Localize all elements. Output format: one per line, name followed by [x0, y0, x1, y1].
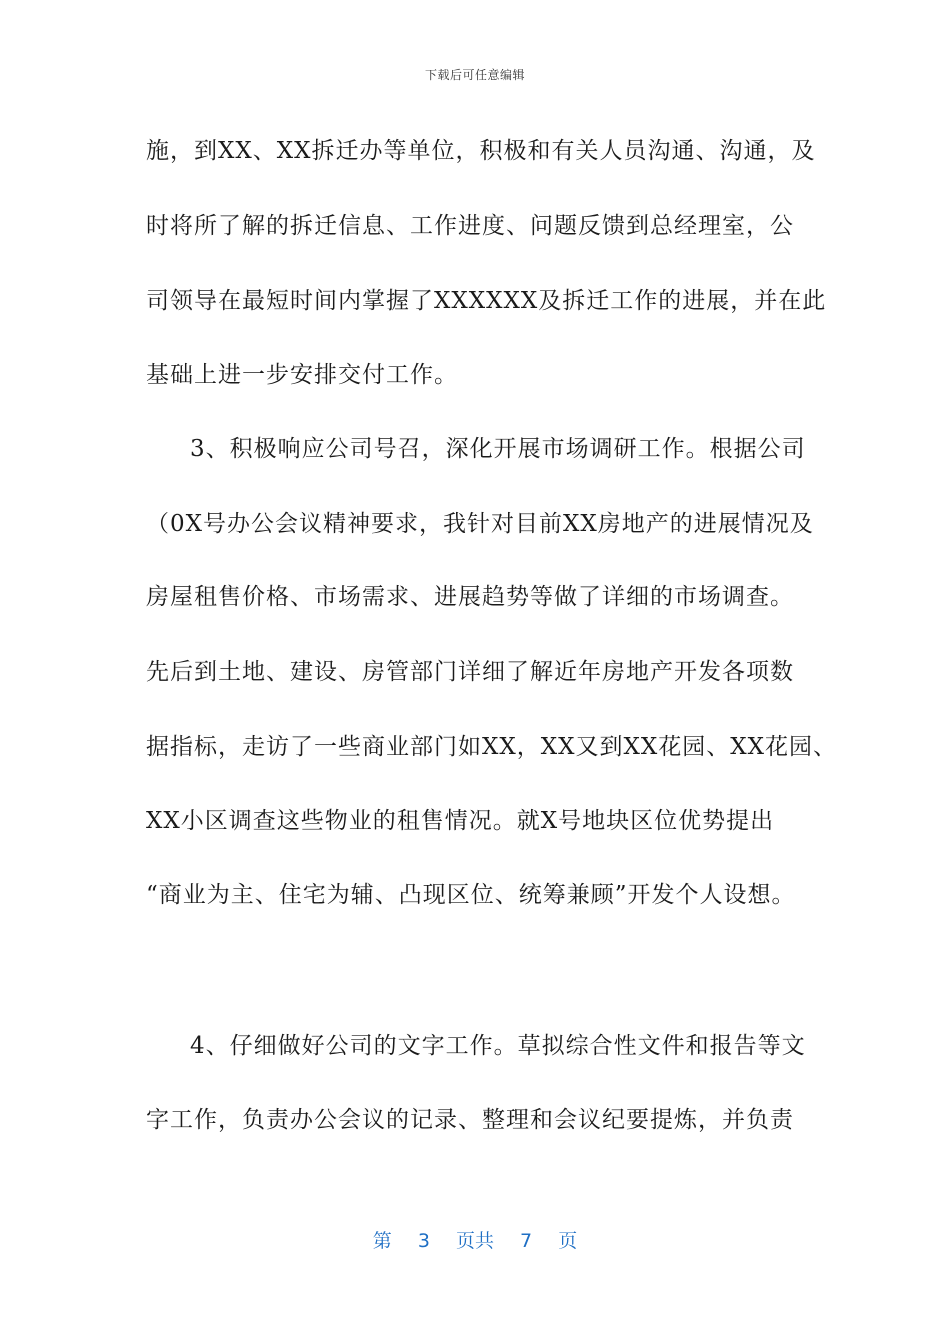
text-line: 基础上进一步安排交付工作。: [146, 362, 458, 388]
current-page-number: 3: [417, 1230, 430, 1252]
text-line: 先后到土地、建设、房管部门详细了解近年房地产开发各项数: [146, 659, 794, 685]
text-line: 字工作，负责办公会议的记录、整理和会议纪要提炼，并负责: [146, 1107, 794, 1133]
text-line: XX小区调查这些物业的租售情况。就X号地块区位优势提出: [146, 808, 775, 834]
text-line: 施，到XX、XX拆迁办等单位，积极和有关人员沟通、沟通，及: [146, 138, 816, 164]
text-line: 时将所了解的拆迁信息、工作进度、问题反馈到总经理室，公: [146, 213, 794, 239]
footer-middle: 页共: [455, 1230, 494, 1252]
text-line: 房屋租售价格、市场需求、进展趋势等做了详细的市场调查。: [146, 584, 794, 610]
text-line: 4、仔细做好公司的文字工作。草拟综合性文件和报告等文: [190, 1033, 806, 1059]
text-line: 司领导在最短时间内掌握了XXXXXX及拆迁工作的进展，并在此: [146, 288, 827, 314]
total-page-number: 7: [520, 1230, 533, 1252]
page-footer: [0, 1226, 950, 1253]
text-line: （0X号办公会议精神要求，我针对目前XX房地产的进展情况及: [146, 511, 814, 537]
header-note: 下载后可任意编辑: [424, 68, 525, 82]
footer-prefix: 第: [372, 1230, 392, 1252]
footer-suffix: 页: [558, 1230, 578, 1252]
text-line: “商业为主、住宅为辅、凸现区位、统筹兼顾”开发个人设想。: [146, 882, 796, 908]
text-line: 3、积极响应公司号召，深化开展市场调研工作。根据公司: [190, 436, 806, 462]
text-line: 据指标，走访了一些商业部门如XX，XX又到XX花园、XX花园、: [146, 734, 837, 760]
